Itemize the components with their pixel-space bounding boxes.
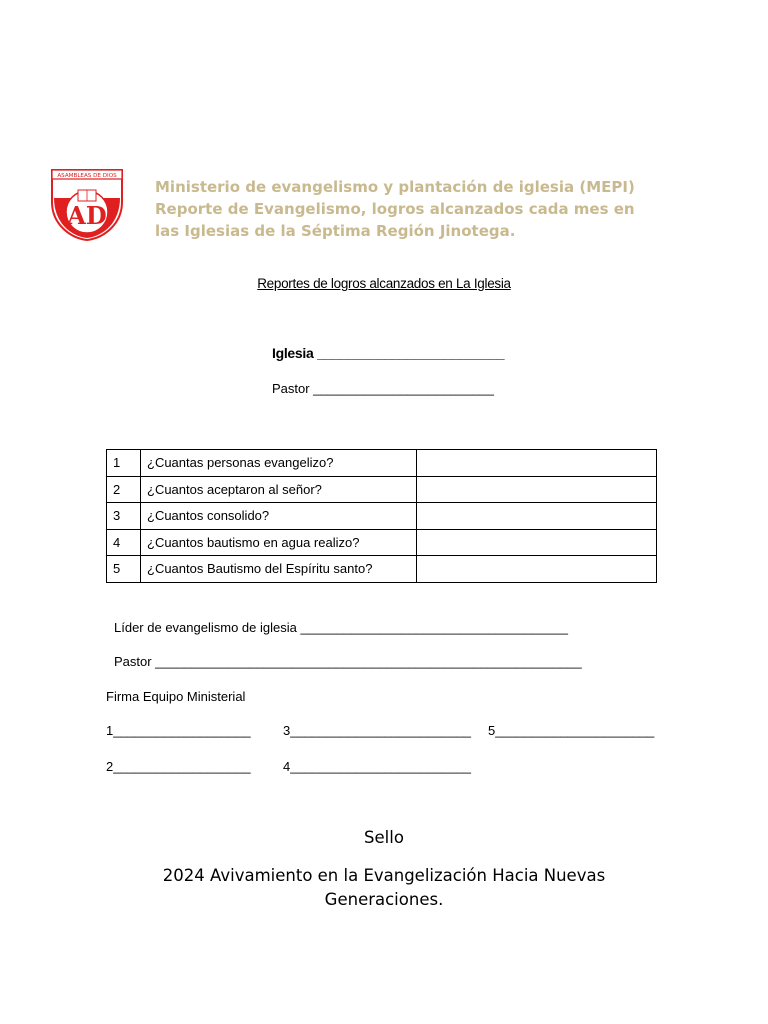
signature-line-2[interactable]: 2___________________ — [106, 759, 251, 774]
question-number: 5 — [107, 556, 141, 583]
firma-equipo-heading: Firma Equipo Ministerial — [106, 689, 246, 704]
answer-cell[interactable] — [417, 556, 657, 583]
question-number: 4 — [107, 529, 141, 556]
question-text: ¿Cuantos consolido? — [141, 503, 417, 530]
question-text: ¿Cuantas personas evangelizo? — [141, 450, 417, 477]
pastor-signature-field[interactable]: Pastor ___________________________________________________________ — [114, 654, 582, 669]
motto-line-1: 2024 Avivamiento en la Evangelización Hacia Nuevas — [162, 866, 606, 885]
table-row — [107, 529, 657, 556]
question-text: ¿Cuantos Bautismo del Espíritu santo? — [141, 556, 417, 583]
question-number: 2 — [107, 476, 141, 503]
question-number: 1 — [107, 450, 141, 477]
motto — [120, 864, 648, 912]
logo-initials: AD — [67, 201, 107, 230]
sello-label: Sello — [364, 828, 404, 847]
signature-line-5[interactable]: 5______________________ — [488, 723, 655, 738]
logo-banner-text: ASAMBLEAS DE DIOS — [57, 173, 117, 180]
table-row — [107, 556, 657, 583]
answer-cell[interactable] — [417, 503, 657, 530]
answer-cell[interactable] — [417, 476, 657, 503]
report-title: Reportes de logros alcanzados en La Iglesia — [257, 276, 511, 291]
lider-evangelismo-field[interactable]: Líder de evangelismo de iglesia _____________________________________ — [114, 620, 568, 635]
table-row — [107, 503, 657, 530]
header-line-2: Reporte de Evangelismo, logros alcanzados cada mes en — [155, 200, 635, 218]
achievements-table — [106, 449, 657, 583]
motto-line-2: Generaciones. — [324, 890, 444, 909]
pastor-field[interactable]: Pastor _________________________ — [272, 381, 494, 396]
signature-line-3[interactable]: 3_________________________ — [283, 723, 471, 738]
table-row — [107, 476, 657, 503]
answer-cell[interactable] — [417, 529, 657, 556]
signature-line-1[interactable]: 1___________________ — [106, 723, 251, 738]
table-row — [107, 450, 657, 477]
question-text: ¿Cuantos bautismo en agua realizo? — [141, 529, 417, 556]
signature-line-4[interactable]: 4_________________________ — [283, 759, 471, 774]
header-line-1: Ministerio de evangelismo y plantación de iglesia (MEPI) — [155, 178, 635, 196]
question-text: ¿Cuantos aceptaron al señor? — [141, 476, 417, 503]
question-number: 3 — [107, 503, 141, 530]
header-line-3: las Iglesias de la Séptima Región Jinotega. — [155, 222, 516, 240]
iglesia-field[interactable]: Iglesia _________________________ — [272, 345, 505, 361]
ministry-header — [155, 176, 695, 242]
answer-cell[interactable] — [417, 450, 657, 477]
logo-emblem-icon — [50, 168, 124, 242]
asambleas-de-dios-logo — [50, 168, 124, 242]
